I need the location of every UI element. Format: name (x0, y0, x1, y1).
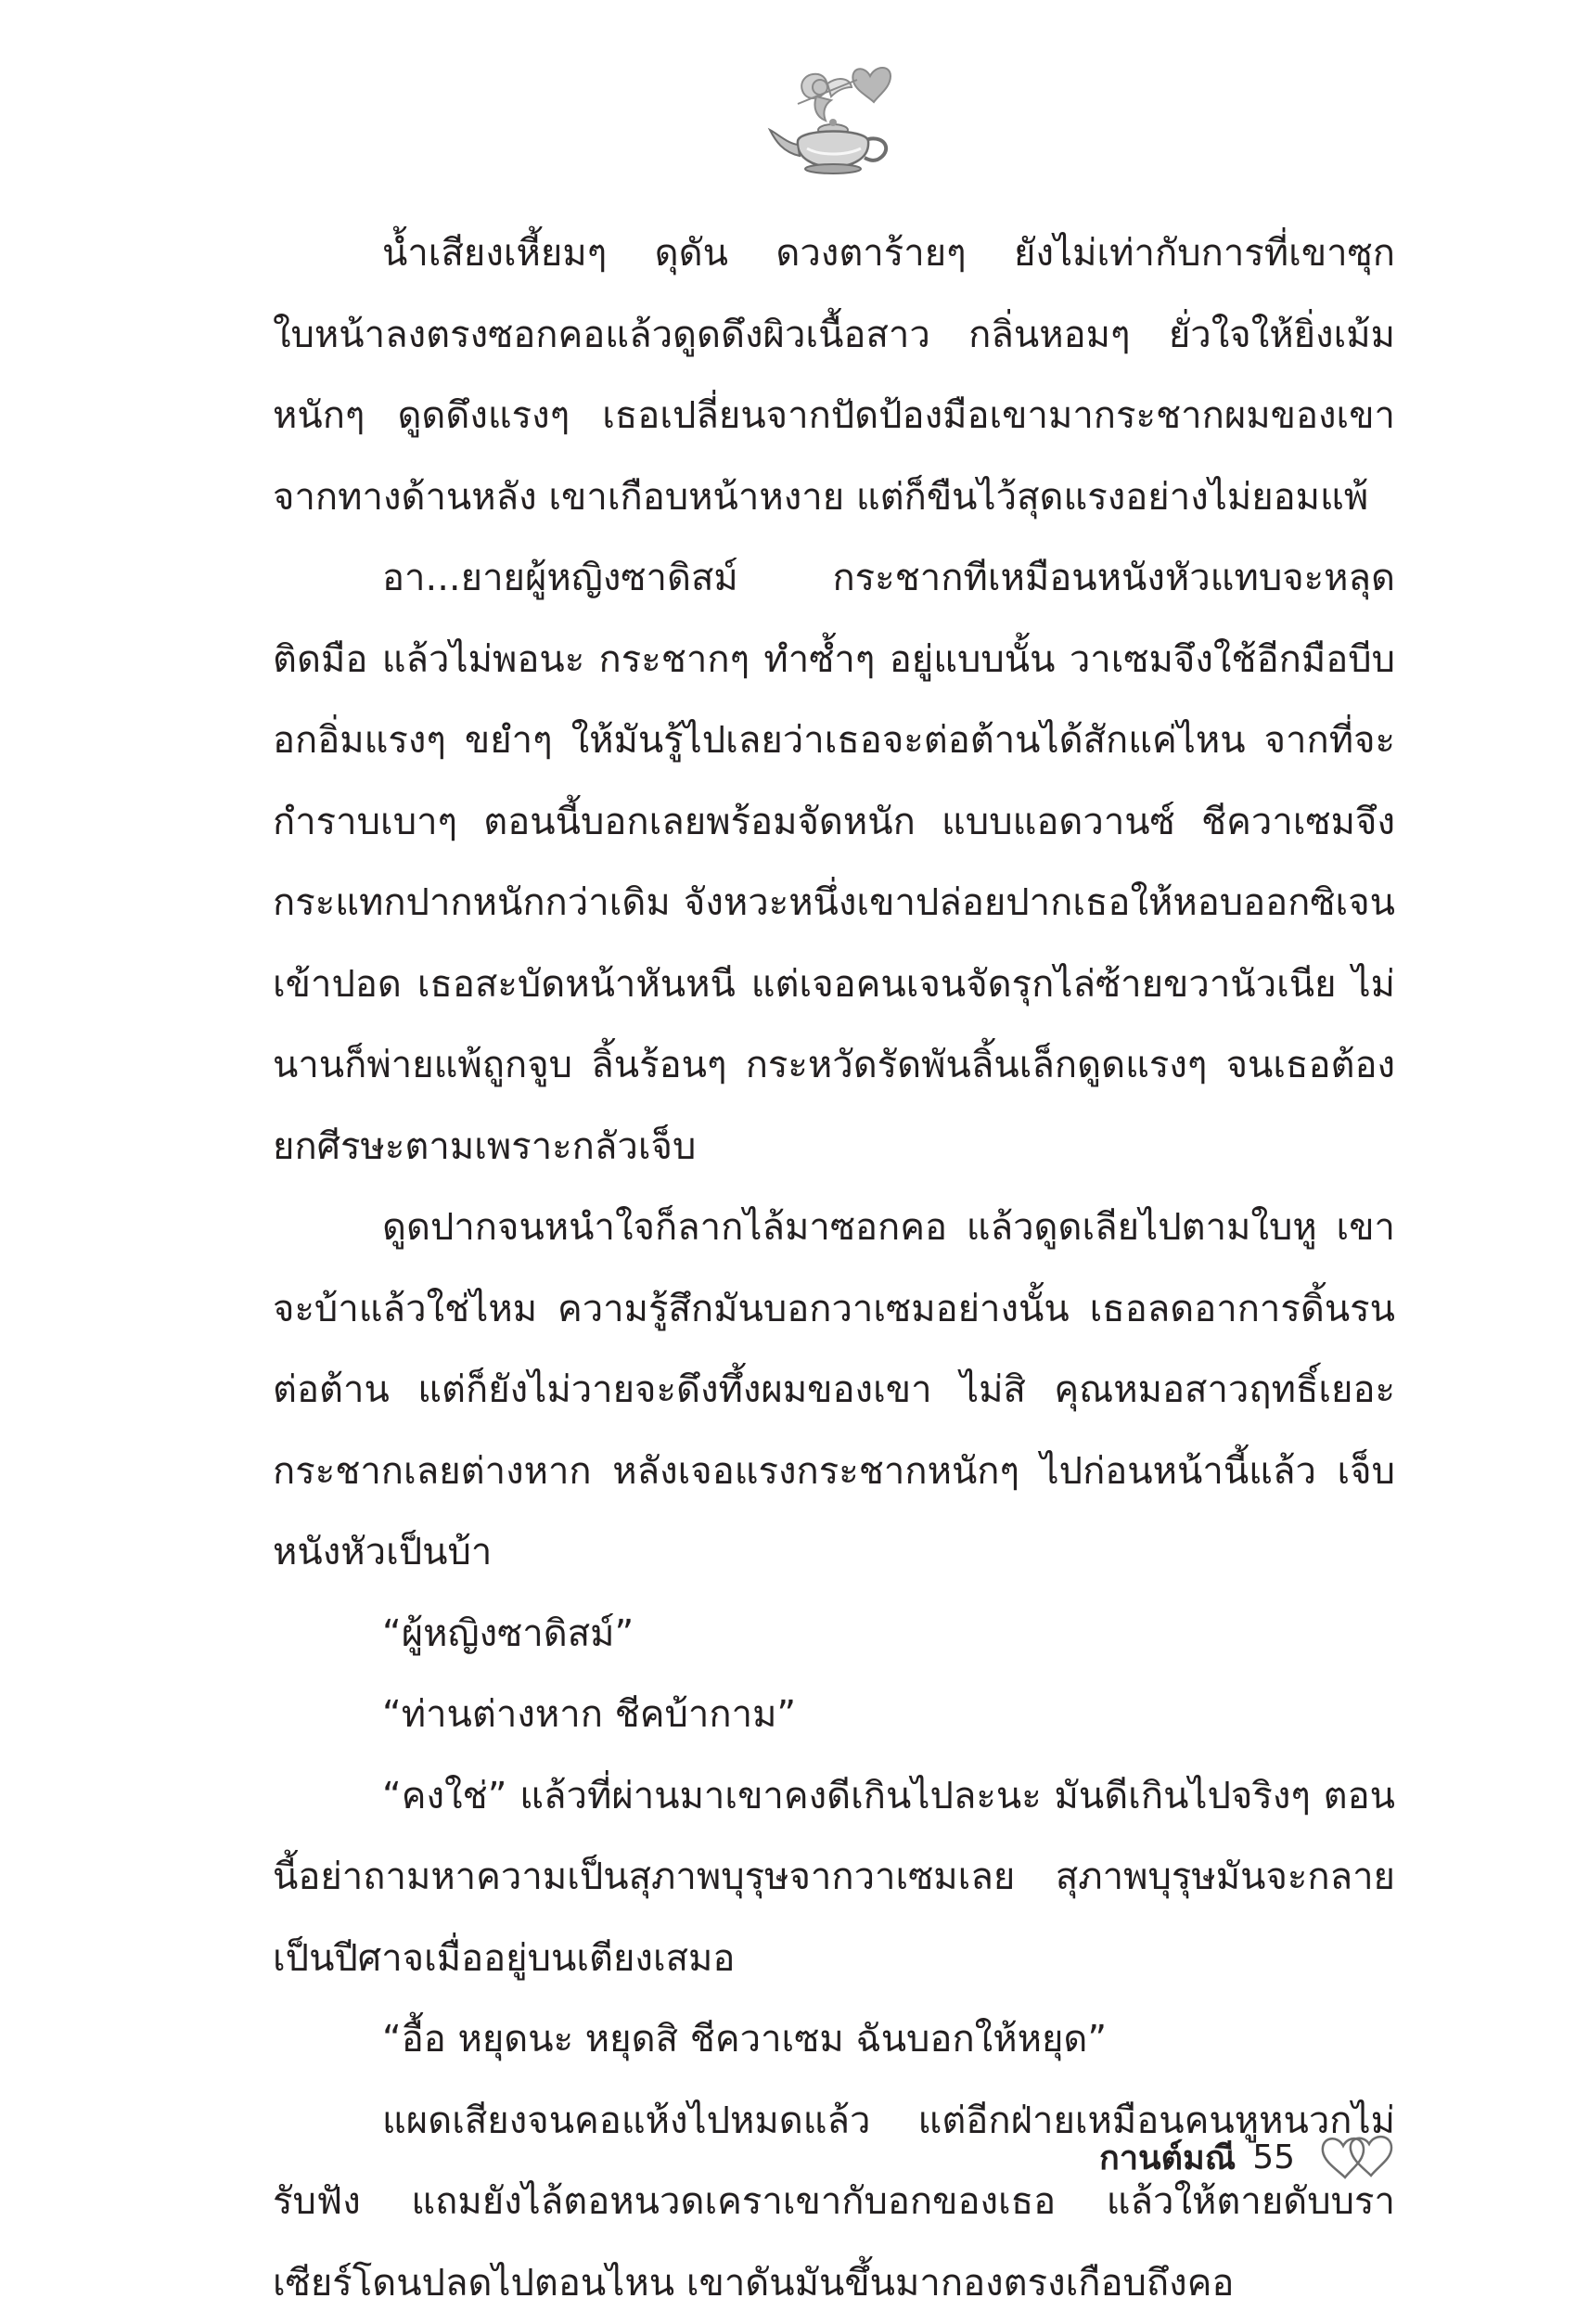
paragraph: แผดเสียงจนคอแห้งไปหมดแล้ว แต่อีกฝ่ายเหมือนคนหูหนวกไม่รับฟัง แถมยังไล้ตอหนวดเคราเขากับอกของเธอ แล้วให้ตายดับบราเซียร์โดนปลดไปตอนไหน เขาดันมันขึ้นมากองตรงเกือบถึงคอ (273, 2081, 1395, 2324)
double-heart-icon (1315, 2129, 1399, 2185)
dialog-line: “อื้อ หยุดนะ หยุดสิ ชีควาเซม ฉันบอกให้หยุด” (273, 1999, 1395, 2081)
dialog-line: “ท่านต่างหาก ชีคบ้ากาม” (273, 1675, 1395, 1756)
paragraph: “คงใช่” แล้วที่ผ่านมาเขาคงดีเกินไปละนะ มันดีเกินไปจริงๆ ตอนนี้อย่าถามหาความเป็นสุภาพบุรุษจากวาเซมเลย สุภาพบุรุษมันจะกลายเป็นปีศาจเมื่ออยู่บนเตียงเสมอ (273, 1756, 1395, 2000)
page-number: 55 (1252, 2138, 1295, 2176)
page-footer (1099, 2125, 1399, 2189)
paragraph: ดูดปากจนหนำใจก็ลากไล้มาซอกคอ แล้วดูดเลียไปตามใบหู เขาจะบ้าแล้วใช่ไหม ความรู้สึกมันบอกวาเซมอย่างนั้น เธอลดอาการดิ้นรนต่อต้าน แต่ก็ยังไม่วายจะดึงทึ้งผมของเขา ไม่สิ คุณหมอสาวฤทธิ์เยอะกระชากเลยต่างหาก หลังเจอแรงกระชากหนักๆ ไปก่อนหน้านี้แล้ว เจ็บหนังหัวเป็นบ้า (273, 1188, 1395, 1594)
paragraph: อา...ยายผู้หญิงซาดิสม์ กระชากทีเหมือนหนังหัวแทบจะหลุดติดมือ แล้วไม่พอนะ กระชากๆ ทำซ้ำๆ อยู่แบบนั้น วาเซมจึงใช้อีกมือบีบอกอิ่มแรงๆ ขยำๆ ให้มันรู้ไปเลยว่าเธอจะต่อต้านได้สักแค่ไหน จากที่จะกำราบเบาๆ ตอนนี้บอกเลยพร้อมจัดหนัก แบบแอดวานซ์ ชีควาเซมจึงกระแทกปากหนักกว่าเดิม จังหวะหนึ่งเขาปล่อยปากเธอให้หอบออกซิเจนเข้าปอด เธอสะบัดหน้าหันหนี แต่เจอคนเจนจัดรุกไล่ซ้ายขวานัวเนีย ไม่นานก็พ่ายแพ้ถูกจูบ ลิ้นร้อนๆ กระหวัดรัดพันลิ้นเล็กดูดแรงๆ จนเธอต้องยกศีรษะตามเพราะกลัวเจ็บ (273, 538, 1395, 1188)
paragraph: น้ำเสียงเหี้ยมๆ ดุดัน ดวงตาร้ายๆ ยังไม่เท่ากับการที่เขาซุกใบหน้าลงตรงซอกคอแล้วดูดดึงผิวเนื้อสาว กลิ่นหอมๆ ยั่วใจให้ยิ่งเม้มหนักๆ ดูดดึงแรงๆ เธอเปลี่ยนจากปัดป้องมือเขามากระชากผมของเขาจากทางด้านหลัง เขาเกือบหน้าหงาย แต่ก็ขืนไว้สุดแรงอย่างไม่ยอมแพ้ (273, 213, 1395, 538)
book-title: กานต์มณี (1099, 2131, 1236, 2184)
body-text (273, 213, 1395, 2324)
cupid-teapot-ornament-icon (761, 56, 909, 176)
dialog-line: “ผู้หญิงซาดิสม์” (273, 1594, 1395, 1676)
